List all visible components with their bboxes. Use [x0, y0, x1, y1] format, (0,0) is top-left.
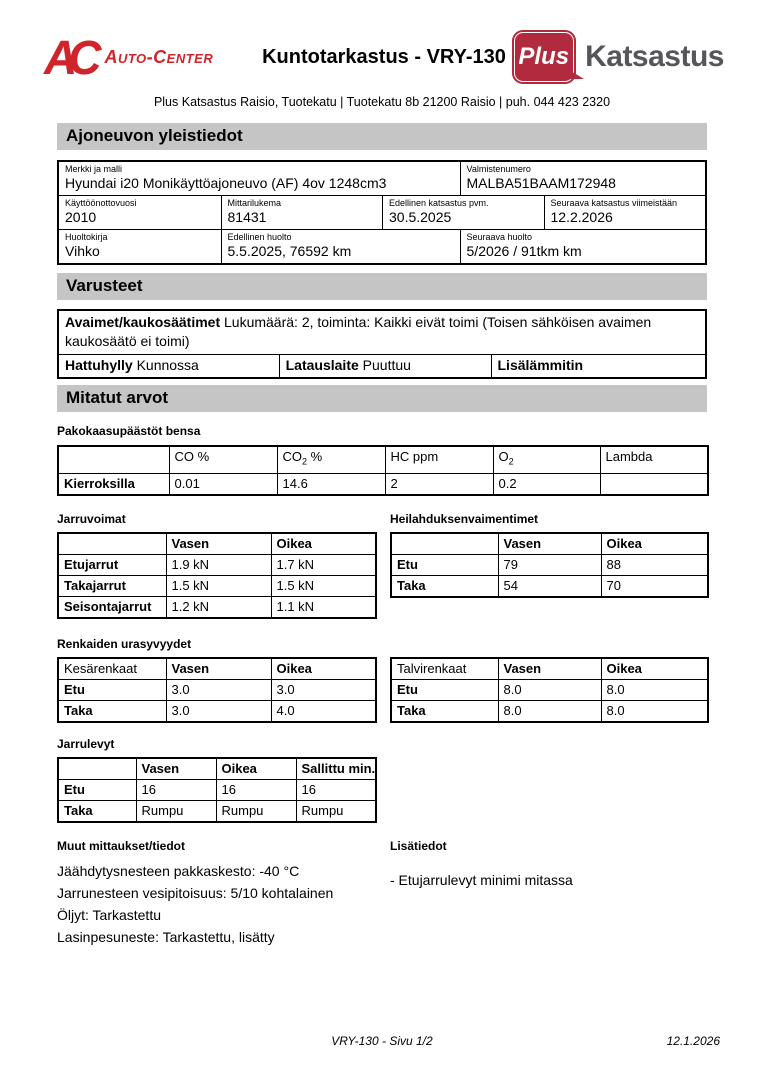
table-row — [391, 554, 708, 575]
table-header-row — [58, 533, 376, 555]
col-header: $O_2$ — [493, 446, 600, 473]
table-header-row — [58, 446, 708, 473]
table-row — [58, 779, 376, 800]
value-cell: 1.7 kN — [271, 554, 376, 575]
note-line: - Etujarrulevyt minimi mitassa — [390, 871, 573, 888]
field-value: 2010 — [65, 209, 97, 225]
col-header: Vasen — [136, 758, 216, 780]
col-header: Lambda — [600, 446, 708, 473]
value-cell: 8.0 — [601, 700, 708, 722]
value-cell: 8.0 — [498, 679, 601, 700]
value-cell: 1.5 kN — [271, 575, 376, 596]
value-cell: 88 — [601, 554, 708, 575]
shock-absorbers-column — [390, 512, 707, 619]
row-label: Etu — [58, 779, 136, 800]
table-header-row — [391, 658, 708, 680]
col-header: Vasen — [498, 533, 601, 555]
row-label: Taka — [58, 800, 136, 822]
empty-cell — [58, 446, 169, 473]
field-avaimet — [59, 311, 705, 354]
col-header: Oikea — [271, 533, 376, 555]
field-label: Avaimet/kaukosäätimet — [65, 314, 221, 330]
col-header: Vasen — [166, 533, 271, 555]
auto-center-logo — [44, 29, 234, 85]
field-label: Huoltokirja — [65, 232, 108, 242]
field-label: Käyttöönottovuosi — [65, 198, 137, 208]
page-footer — [0, 1034, 764, 1048]
summer-tires-table — [57, 657, 377, 723]
footer-page-number: VRY-130 - Sivu 1/2 — [331, 1034, 433, 1048]
table-header-row — [58, 658, 376, 680]
table-row — [58, 596, 376, 618]
field-label: Seuraava katsastus viimeistään — [550, 198, 678, 208]
additional-info-caption: Lisätiedot — [390, 838, 447, 853]
field-edellinen-huolto — [221, 230, 460, 263]
value-cell: 1.5 kN — [166, 575, 271, 596]
field-label: Valmistenumero — [466, 164, 531, 174]
row-label: Etu — [391, 554, 498, 575]
table-header-row — [58, 758, 376, 780]
row-label: Takajarrut — [58, 575, 166, 596]
col-header: Vasen — [498, 658, 601, 680]
value-cell: 3.0 — [166, 700, 271, 722]
field-value: Lukumäärä: 2, toiminta: Kaikki eivät toimi (Toisen sähköisen avaimen kaukosäätö ei toimi) — [65, 314, 652, 349]
field-label: Edellinen huolto — [227, 232, 292, 242]
row-label: Kierroksilla — [58, 473, 169, 495]
brake-forces-column — [57, 512, 375, 619]
field-value: MALBA51BAAM172948 — [466, 175, 616, 191]
additional-info-column — [390, 839, 707, 948]
shock-absorbers-table — [390, 532, 709, 598]
field-value: 30.5.2025 — [389, 209, 452, 225]
brake-forces-caption: Jarruvoimat — [57, 511, 126, 526]
section-header-equipment: Varusteet — [57, 273, 707, 300]
field-value: 5/2026 / 91tkm km — [466, 243, 582, 259]
page-title: Kuntotarkastus - VRY-130 — [262, 45, 506, 68]
value-cell: 8.0 — [601, 679, 708, 700]
tire-depths-caption: Renkaiden urasyvyydet — [57, 636, 192, 651]
col-header: Oikea — [271, 658, 376, 680]
table-row — [59, 354, 705, 377]
brake-discs-table — [57, 757, 377, 823]
field-label: Hattuhylly — [65, 357, 133, 373]
col-header: Vasen — [166, 658, 271, 680]
plus-katsastus-logo — [518, 30, 724, 84]
section-header-general: Ajoneuvon yleistiedot — [57, 123, 707, 150]
value-cell: 1.2 kN — [166, 596, 271, 618]
value-cell: Rumpu — [136, 800, 216, 822]
row-label: Seisontajarrut — [58, 596, 166, 618]
field-value: Kunnossa — [136, 357, 199, 373]
station-address: Plus Katsastus Raisio, Tuotekatu | Tuotekatu 8b 21200 Raisio | puh. 044 423 2320 — [153, 95, 611, 109]
field-label: Latauslaite — [285, 357, 359, 373]
section-header-measured: Mitatut arvot — [57, 385, 707, 412]
field-kayttoonottovuosi — [59, 196, 221, 229]
field-hattuhylly — [59, 355, 279, 377]
field-label: Seuraava huolto — [466, 232, 533, 242]
table-row — [59, 229, 705, 263]
field-label: Merkki ja malli — [65, 164, 123, 174]
general-info-table — [57, 160, 707, 265]
note-line: Jäähdytysnesteen pakkaskesto: -40 °C — [57, 862, 300, 879]
col-header: HC ppm — [385, 446, 493, 473]
row-label: Etu — [58, 679, 166, 700]
winter-tires-table — [390, 657, 709, 723]
field-huoltokirja — [59, 230, 221, 263]
table-header-row — [391, 533, 708, 555]
row-label: Etujarrut — [58, 554, 166, 575]
table-row — [58, 575, 376, 596]
note-line: Öljyt: Tarkastettu — [57, 906, 162, 923]
row-label: Etu — [391, 679, 498, 700]
value-cell: 14.6 — [277, 473, 385, 495]
other-measurements-caption: Muut mittaukset/tiedot — [57, 838, 185, 853]
value-cell: 3.0 — [166, 679, 271, 700]
col-header: $CO_2$ % — [277, 446, 385, 473]
footer-date: 12.1.2026 — [666, 1034, 720, 1048]
table-row — [59, 162, 705, 195]
field-value: Hyundai i20 Monikäyttöajoneuvo (AF) 4ov 1248cm3 — [65, 175, 387, 191]
other-measurements-column — [57, 839, 375, 948]
tire-depths-zone — [57, 657, 707, 723]
value-cell: 1.1 kN — [271, 596, 376, 618]
field-mittarilukema — [221, 196, 383, 229]
plus-katsastus-wordmark: Katsastus — [585, 40, 724, 73]
col-header: Oikea — [601, 658, 708, 680]
field-value: 12.2.2026 — [550, 209, 613, 225]
brakes-shocks-zone — [57, 512, 707, 619]
field-value: Vihko — [65, 243, 100, 259]
value-cell — [600, 473, 708, 495]
table-row — [391, 700, 708, 722]
plus-badge-icon: Plus — [512, 30, 576, 84]
col-header: Sallittu min. — [296, 758, 376, 780]
value-cell: 54 — [498, 575, 601, 597]
field-merkki-ja-malli — [59, 162, 460, 195]
field-latauslaite — [279, 355, 491, 377]
value-cell: 3.0 — [271, 679, 376, 700]
brake-forces-table — [57, 532, 377, 619]
summer-tires-column — [57, 657, 375, 723]
value-cell: Rumpu — [216, 800, 296, 822]
value-cell: 2 — [385, 473, 493, 495]
equipment-table — [57, 309, 707, 379]
value-cell: 16 — [136, 779, 216, 800]
note-line: Lasinpesuneste: Tarkastettu, lisätty — [57, 928, 275, 945]
table-row — [391, 679, 708, 700]
field-lisalammitin — [491, 355, 706, 377]
empty-cell — [391, 533, 498, 555]
table-row — [58, 800, 376, 822]
value-cell: 79 — [498, 554, 601, 575]
field-value: 5.5.2025, 76592 km — [227, 243, 352, 259]
winter-tires-column — [390, 657, 707, 723]
empty-cell — [58, 533, 166, 555]
col-header: CO % — [169, 446, 277, 473]
value-cell: 0.01 — [169, 473, 277, 495]
table-row — [58, 700, 376, 722]
table-row — [391, 575, 708, 597]
auto-center-monogram-icon: AC — [44, 29, 93, 85]
empty-cell — [58, 758, 136, 780]
table-row — [58, 554, 376, 575]
col-header: Oikea — [216, 758, 296, 780]
shock-absorbers-caption: Heilahduksenvaimentimet — [390, 511, 539, 526]
corner-header: Talvirenkaat — [391, 658, 498, 680]
field-label: Mittarilukema — [227, 198, 282, 208]
value-cell: 16 — [296, 779, 376, 800]
value-cell: 1.9 kN — [166, 554, 271, 575]
page-header — [0, 0, 764, 84]
row-label: Taka — [391, 700, 498, 722]
value-cell: 16 — [216, 779, 296, 800]
col-header: Oikea — [601, 533, 708, 555]
table-row — [58, 473, 708, 495]
field-edellinen-katsastus — [382, 196, 544, 229]
value-cell: Rumpu — [296, 800, 376, 822]
field-label: Lisälämmitin — [497, 357, 584, 373]
field-label: Edellinen katsastus pvm. — [389, 198, 489, 208]
field-value: Puuttuu — [362, 357, 411, 373]
row-label: Taka — [58, 700, 166, 722]
row-label: Taka — [391, 575, 498, 597]
value-cell: 8.0 — [498, 700, 601, 722]
notes-zone — [57, 839, 707, 948]
value-cell: 4.0 — [271, 700, 376, 722]
emissions-caption: Pakokaasupäästöt bensa — [57, 424, 201, 438]
value-cell: 0.2 — [493, 473, 600, 495]
table-row — [58, 679, 376, 700]
field-seuraava-katsastus — [544, 196, 706, 229]
field-value: 81431 — [227, 209, 267, 225]
corner-header: Kesärenkaat — [58, 658, 166, 680]
value-cell: 70 — [601, 575, 708, 597]
field-valmistenumero — [460, 162, 705, 195]
note-line: Jarrunesteen vesipitoisuus: 5/10 kohtalainen — [57, 884, 334, 901]
auto-center-wordmark: Auto-Center — [104, 46, 214, 67]
brake-discs-caption: Jarrulevyt — [57, 736, 115, 751]
field-seuraava-huolto — [460, 230, 705, 263]
emissions-table — [57, 445, 709, 496]
table-row — [59, 195, 705, 229]
